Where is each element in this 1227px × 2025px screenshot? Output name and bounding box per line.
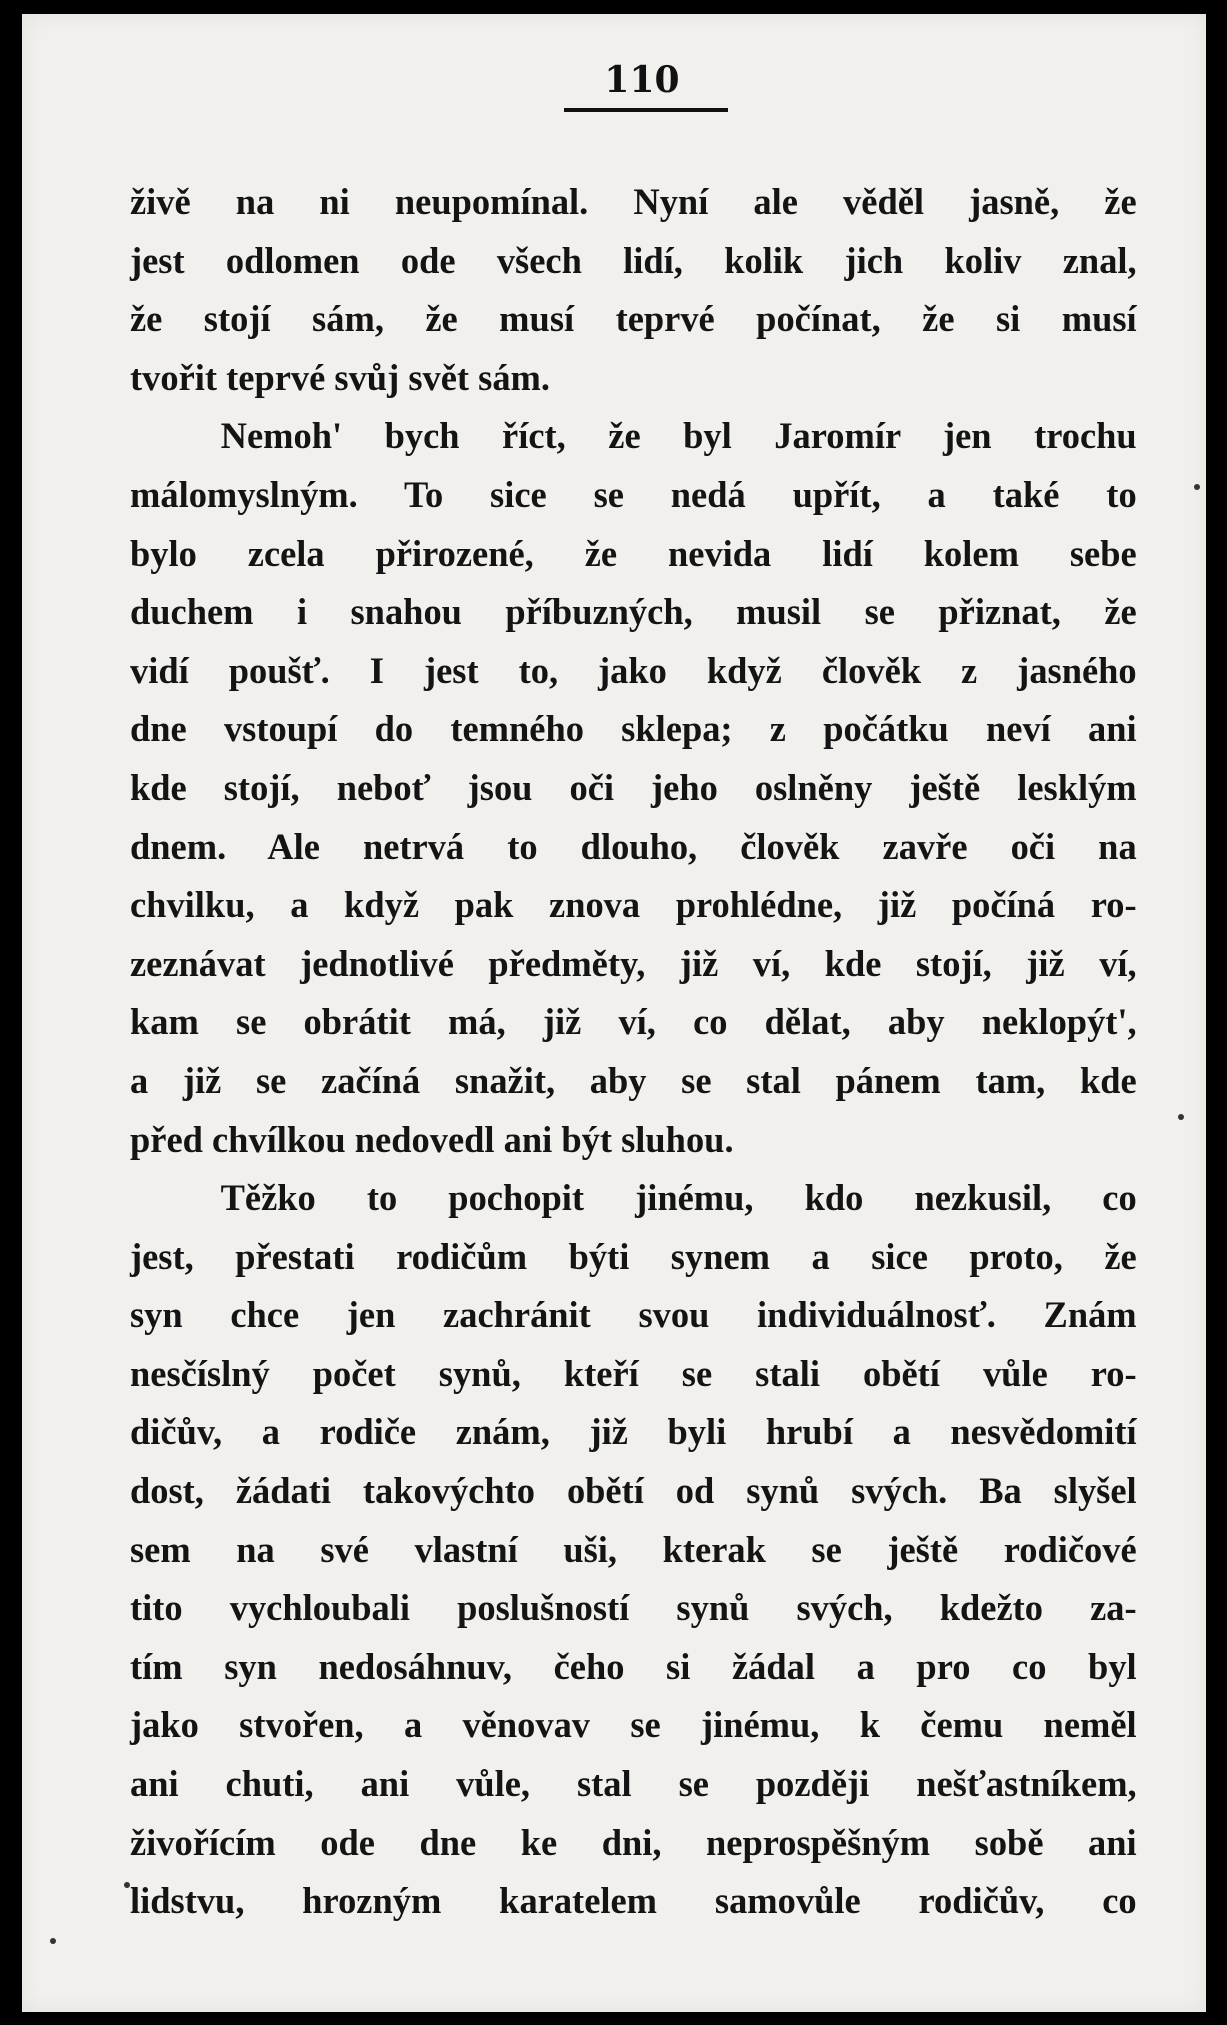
page-number-rule	[564, 108, 728, 112]
text-line: sem na své vlastní uši, kterak se ještě rodičové	[130, 1529, 1137, 1571]
text-line: před chvílkou nedovedl ani být sluhou.	[130, 1119, 734, 1161]
text-line: syn chce jen zachránit svou individuálnosť. Znám	[130, 1295, 1137, 1337]
text-line: živořícím ode dne ke dni, neprospěšným sobě ani	[130, 1822, 1137, 1864]
book-page	[22, 14, 1206, 2012]
text-line: kde stojí, neboť jsou oči jeho oslněny ještě lesklým	[130, 767, 1137, 809]
text-line: živě na ni neupomínal. Nyní ale věděl jasně, že	[130, 182, 1137, 223]
text-line: dičův, a rodiče znám, již byli hrubí a nesvědomití	[130, 1412, 1137, 1454]
text-line: že stojí sám, že musí teprvé počínat, že si musí	[130, 299, 1137, 341]
paragraph-start-line: Těžko to pochopit jinému, kdo nezkusil, co	[220, 1178, 1137, 1220]
print-speck	[50, 1938, 56, 1944]
text-line: dnem. Ale netrvá to dlouho, člověk zavře oči na	[130, 826, 1137, 868]
text-line: tito vychloubali poslušností synů svých, kdežto za-	[130, 1588, 1137, 1630]
text-line: nesčíslný počet synů, kteří se stali obětí vůle ro-	[130, 1353, 1137, 1395]
text-line: a již se začíná snažit, aby se stal pánem tam, kde	[130, 1060, 1137, 1102]
text-line: dne vstoupí do temného sklepa; z počátku neví ani	[130, 709, 1137, 751]
paragraph-start-line: Nemoh' bych říct, že byl Jaromír jen trochu	[220, 416, 1137, 458]
page-number: 110	[604, 59, 680, 101]
print-speck	[1194, 484, 1200, 490]
text-line: kam se obrátit má, již ví, co dělat, aby neklopýt',	[130, 1002, 1137, 1044]
text-line: lidstvu, hrozným karatelem samovůle rodičův, co	[130, 1881, 1137, 1923]
text-line: dost, žádati takovýchto obětí od synů svých. Ba slyšel	[130, 1471, 1137, 1513]
text-line: bylo zcela přirozené, že nevida lidí kolem sebe	[130, 533, 1137, 575]
text-line: tvořit teprvé svůj svět sám.	[130, 357, 551, 399]
text-line: chvilku, a když pak znova prohlédne, již počíná ro-	[130, 885, 1137, 927]
text-line: zeznávat jednotlivé předměty, již ví, kde stojí, již ví,	[130, 943, 1137, 985]
print-speck	[1178, 1114, 1184, 1120]
text-line: ani chuti, ani vůle, stal se později nešťastníkem,	[130, 1764, 1137, 1806]
text-line: tím syn nedosáhnuv, čeho si žádal a pro co byl	[130, 1646, 1137, 1688]
body-text	[130, 174, 1152, 1932]
text-line: duchem i snahou příbuzných, musil se přiznat, že	[130, 592, 1137, 634]
text-line: jako stvořen, a věnovav se jinému, k čemu neměl	[130, 1705, 1137, 1747]
text-line: jest odlomen ode všech lidí, kolik jich koliv znal,	[130, 240, 1137, 282]
text-line: málomyslným. To sice se nedá upřít, a také to	[130, 474, 1137, 516]
text-line: jest, přestati rodičům býti synem a sice proto, že	[130, 1236, 1137, 1278]
text-line: vidí poušť. I jest to, jako když člověk z jasného	[130, 650, 1137, 692]
print-speck	[124, 1882, 130, 1888]
